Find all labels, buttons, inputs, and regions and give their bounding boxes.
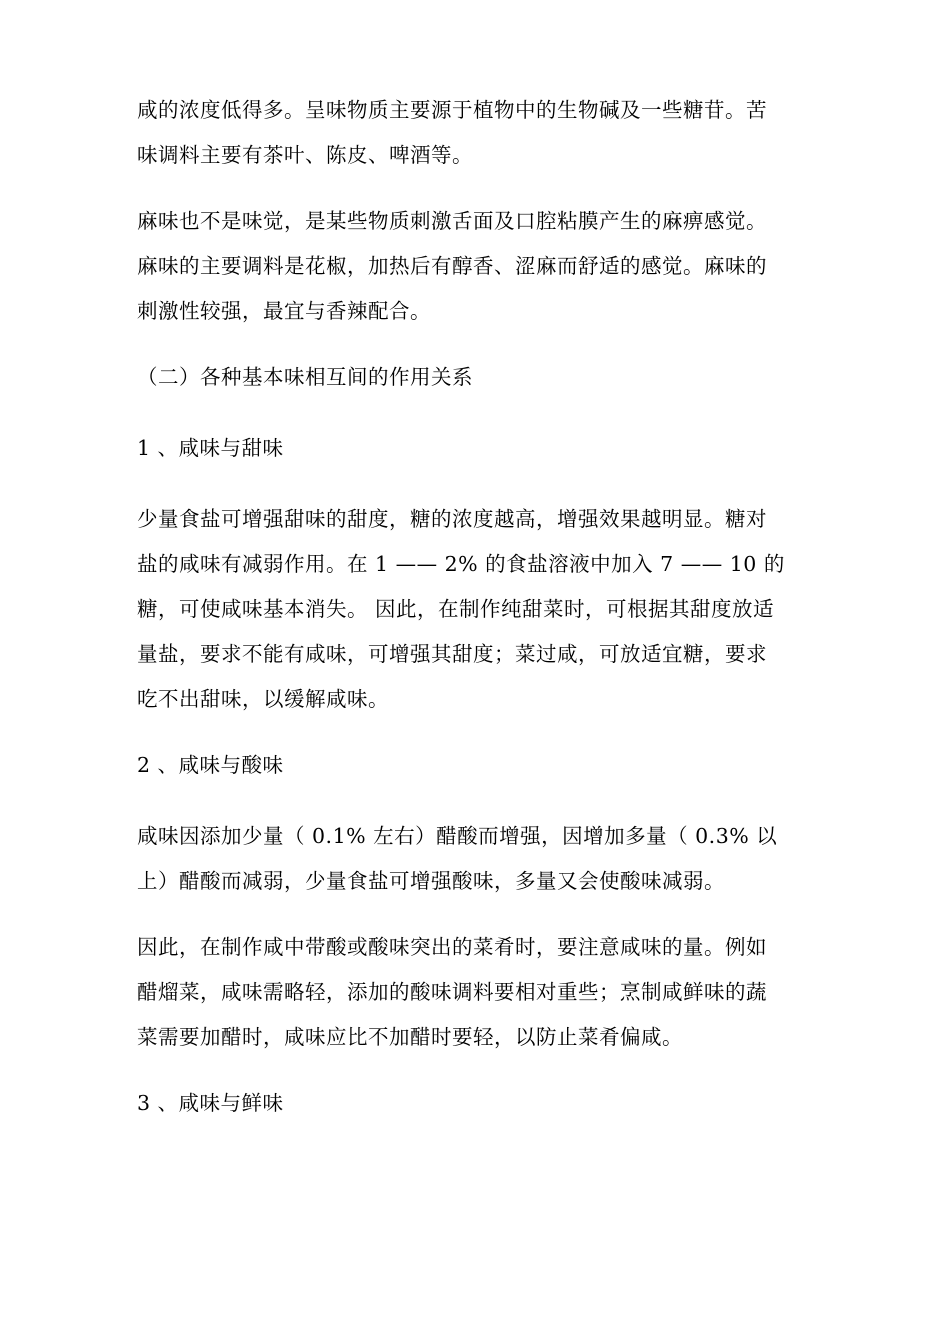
text-line: 糖，可使咸味基本消失。 因此，在制作纯甜菜时，可根据其甜度放适 [137, 597, 775, 621]
subheading-salty-sweet [137, 426, 817, 471]
section-heading-interactions [137, 355, 817, 400]
paragraph-numbing-taste [137, 199, 817, 334]
text-line: 醋熘菜，咸味需略轻，添加的酸味调料要相对重些；烹制咸鲜味的蔬 [137, 980, 767, 1004]
paragraph-salty-sour [137, 814, 817, 904]
text-line: 量盐，要求不能有咸味，可增强其甜度；菜过咸，可放适宜糖，要求 [137, 642, 767, 666]
heading-text: 3 、咸味与鲜味 [137, 1091, 284, 1115]
text-line: 味调料主要有茶叶、陈皮、啤酒等。 [137, 143, 473, 167]
text-line: 麻味也不是味觉，是某些物质刺激舌面及口腔粘膜产生的麻痹感觉。 [137, 209, 767, 233]
document-page [137, 88, 817, 1152]
text-line: 刺激性较强，最宜与香辣配合。 [137, 299, 431, 323]
paragraph-salty-sweet [137, 497, 817, 722]
text-line: 少量食盐可增强甜味的甜度，糖的浓度越高，增强效果越明显。糖对 [137, 507, 767, 531]
heading-text: 1 、咸味与甜味 [137, 436, 284, 460]
heading-text: （二）各种基本味相互间的作用关系 [137, 365, 473, 389]
subheading-salty-sour [137, 743, 817, 788]
paragraph-bitter-taste [137, 88, 817, 178]
text-line: 麻味的主要调料是花椒，加热后有醇香、涩麻而舒适的感觉。麻味的 [137, 254, 767, 278]
text-line: 菜需要加醋时，咸味应比不加醋时要轻，以防止菜肴偏咸。 [137, 1025, 683, 1049]
heading-text: 2 、咸味与酸味 [137, 753, 284, 777]
text-line: 上）醋酸而减弱，少量食盐可增强酸味，多量又会使酸味减弱。 [137, 869, 725, 893]
text-line: 盐的咸味有减弱作用。在 1 —— 2% 的食盐溶液中加入 7 —— 10 的 [137, 552, 785, 576]
subheading-salty-umami [137, 1081, 817, 1126]
text-line: 咸的浓度低得多。呈味物质主要源于植物中的生物碱及一些糖苷。苦 [137, 98, 767, 122]
text-line: 因此，在制作咸中带酸或酸味突出的菜肴时，要注意咸味的量。例如 [137, 935, 767, 959]
text-line: 咸味因添加少量（ 0.1% 左右）醋酸而增强，因增加多量（ 0.3% 以 [137, 824, 778, 848]
text-line: 吃不出甜味，以缓解咸味。 [137, 687, 389, 711]
paragraph-salty-sour-cooking [137, 925, 817, 1060]
